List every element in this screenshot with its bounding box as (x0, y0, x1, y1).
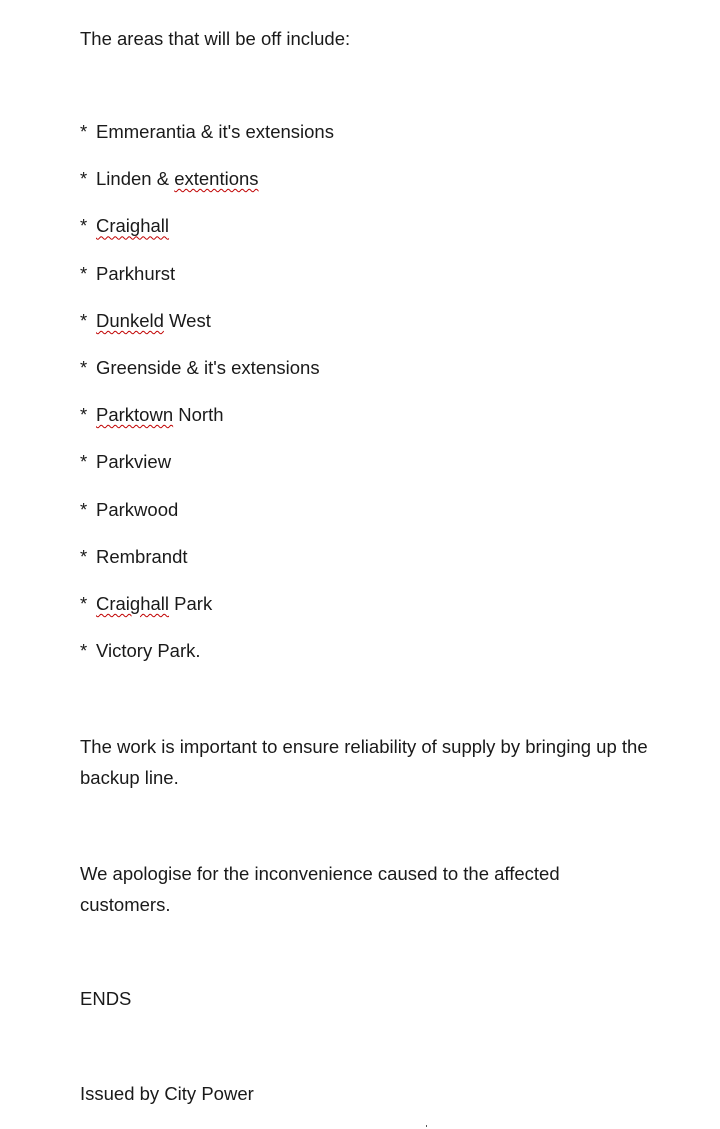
area-list-item (80, 352, 334, 399)
area-name: Emmerantia & it's extensions (96, 121, 334, 142)
ends-text: ENDS (80, 988, 132, 1009)
spellcheck-flagged-word: Dunkeld (96, 309, 164, 331)
area-name: Greenside & it's extensions (96, 356, 320, 378)
area-list-item (80, 210, 334, 257)
area-list (80, 116, 334, 682)
bullet-marker: * (80, 168, 88, 190)
bullet-marker: * (80, 121, 88, 142)
area-list-item (80, 305, 334, 352)
bullet-marker: * (80, 404, 88, 426)
area-list-item (80, 635, 334, 682)
area-name: Victory Park. (96, 640, 201, 662)
bullet-marker: * (80, 215, 88, 237)
spellcheck-flagged-word: extentions (174, 168, 259, 190)
area-list-item (80, 446, 334, 493)
area-list-item (80, 258, 334, 305)
bullet-marker: * (80, 356, 88, 378)
bullet-marker: * (80, 309, 88, 331)
area-name: Parkhurst (96, 262, 176, 284)
bullet-marker: * (80, 498, 88, 520)
bullet-marker: * (80, 592, 88, 614)
area-name-suffix: West (163, 309, 211, 331)
spellcheck-flagged-word: Parktown (96, 404, 174, 426)
area-name: Rembrandt (96, 545, 188, 567)
bullet-marker: * (80, 640, 88, 662)
area-name: Parkwood (96, 498, 179, 520)
bullet-marker: * (80, 451, 88, 473)
area-list-item (80, 588, 334, 635)
spellcheck-flagged-word: Craighall (96, 592, 170, 614)
spellcheck-flagged-word: Craighall (96, 215, 170, 237)
bullet-marker: * (80, 262, 88, 284)
bullet-marker: * (80, 545, 88, 567)
area-list-item (80, 494, 334, 541)
area-list-item (80, 163, 334, 210)
area-name-suffix: Park (169, 592, 213, 614)
area-list-item (80, 116, 334, 163)
work-paragraph: The work is important to ensure reliability of supply by bringing up the backup line. (80, 736, 648, 788)
apology-paragraph: We apologise for the inconvenience caused to the affected customers. (80, 863, 560, 915)
issued-by-text: Issued by City Power (80, 1083, 254, 1104)
area-list-item (80, 399, 334, 446)
area-list-item (80, 541, 334, 588)
area-name-prefix: Linden & (96, 168, 175, 190)
page-mark (426, 1125, 427, 1127)
area-name-suffix: North (173, 404, 224, 426)
intro-text: The areas that will be off include: (80, 28, 351, 49)
area-name: Parkview (96, 451, 172, 473)
